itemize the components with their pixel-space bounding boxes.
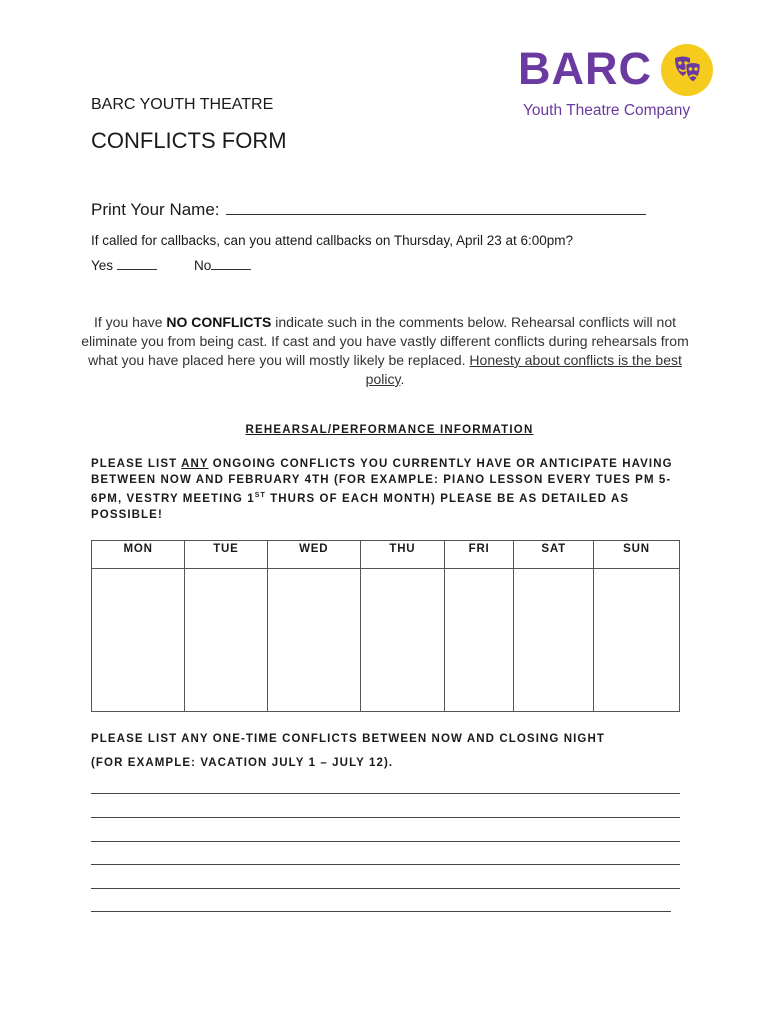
instructions-prefix: If you have	[93, 314, 163, 330]
no-label: No	[194, 258, 212, 273]
day-header-fri: FRI	[444, 541, 513, 569]
ongoing-mid: ONGOING CONFLICTS YOU CURRENTLY HAVE OR ANTICIPATE HAVING BETWEEN NOW AND FEBRUARY 4TH (FOR EXAMPLE: PIANO LESSON EVERY TUES PM 5-6PM, VESTRY MEETING 1	[91, 458, 673, 505]
callbacks-question: If called for callbacks, can you attend callbacks on Thursday, April 23 at 6:00pm?	[91, 233, 574, 248]
print-name-field	[91, 200, 646, 220]
day-header-tue: TUE	[185, 541, 267, 569]
callbacks-no	[194, 258, 251, 273]
day-cell-sun[interactable]	[594, 569, 680, 712]
print-name-label: Print Your Name:	[91, 200, 220, 219]
one-time-conflicts-heading: PLEASE LIST ANY ONE-TIME CONFLICTS BETWEEN NOW AND CLOSING NIGHT	[91, 733, 606, 745]
no-conflicts-emphasis: NO CONFLICTS	[166, 314, 272, 330]
table-header-row	[92, 541, 680, 569]
organization-name: BARC YOUTH THEATRE	[91, 96, 274, 113]
write-in-line[interactable]	[91, 841, 680, 842]
ongoing-sup: ST	[254, 492, 266, 499]
barc-logo	[518, 44, 718, 124]
theatre-masks-icon	[661, 44, 713, 96]
day-cell-wed[interactable]	[267, 569, 360, 712]
ongoing-suffix: THURS OF EACH MONTH) PLEASE BE AS DETAILED AS POSSIBLE!	[91, 492, 630, 521]
logo-word: BARC	[518, 43, 652, 94]
instructions-suffix: .	[400, 371, 405, 387]
name-input-line[interactable]	[226, 200, 646, 215]
write-in-line[interactable]	[91, 888, 680, 889]
one-time-example: (FOR EXAMPLE: VACATION JULY 1 – JULY 12).	[91, 757, 394, 769]
ongoing-prefix: PLEASE LIST	[91, 458, 178, 470]
ongoing-any: ANY	[181, 458, 209, 470]
day-cell-mon[interactable]	[92, 569, 185, 712]
no-blank[interactable]	[211, 258, 251, 270]
write-in-line[interactable]	[91, 817, 680, 818]
write-in-line[interactable]	[91, 864, 680, 865]
day-header-mon: MON	[92, 541, 185, 569]
logo-subtitle: Youth Theatre Company	[523, 102, 691, 119]
instructions-paragraph	[80, 313, 690, 389]
callbacks-yes	[91, 258, 157, 273]
day-cell-fri[interactable]	[444, 569, 513, 712]
table-row	[92, 569, 680, 712]
yes-blank[interactable]	[117, 258, 157, 270]
weekly-conflicts-table	[91, 540, 680, 712]
rehearsal-section-title: REHEARSAL/PERFORMANCE INFORMATION	[245, 424, 534, 436]
yes-label: Yes	[91, 258, 114, 273]
write-in-line[interactable]	[91, 793, 680, 794]
honesty-policy: Honesty about conflicts is the best policy	[365, 352, 682, 387]
day-header-sun: SUN	[594, 541, 680, 569]
day-header-thu: THU	[360, 541, 444, 569]
form-title: CONFLICTS FORM	[91, 128, 287, 153]
day-header-wed: WED	[267, 541, 360, 569]
ongoing-conflicts-instructions	[91, 456, 691, 523]
write-in-line[interactable]	[91, 911, 671, 912]
day-header-sat: SAT	[514, 541, 594, 569]
day-cell-tue[interactable]	[185, 569, 267, 712]
day-cell-thu[interactable]	[360, 569, 444, 712]
day-cell-sat[interactable]	[514, 569, 594, 712]
instructions-body: indicate such in the comments below. Rehearsal conflicts will not eliminate you from being cast. If cast and you have vastly different conflicts during rehearsals from what you have placed here you will mostly likely be replaced.	[81, 314, 689, 368]
